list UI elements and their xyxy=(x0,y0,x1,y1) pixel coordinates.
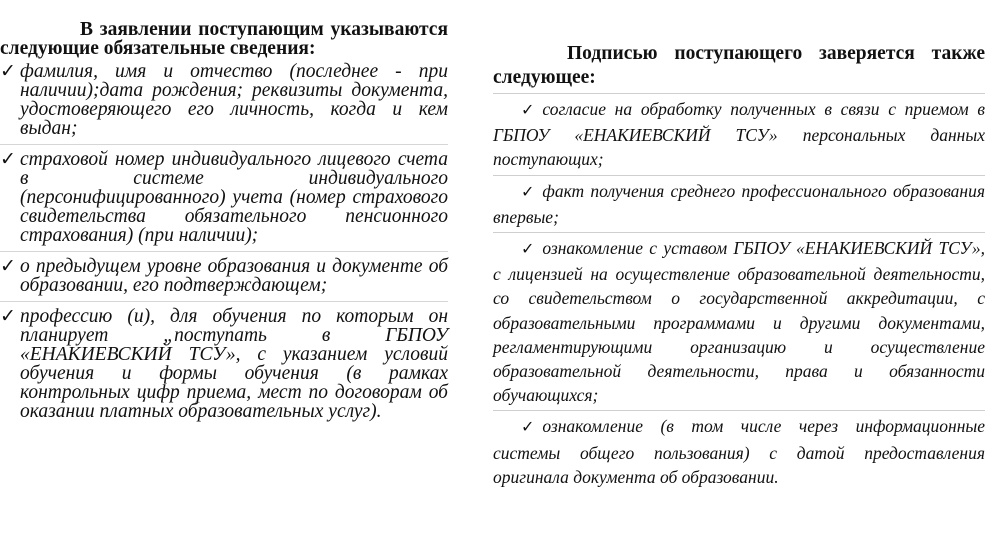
divider xyxy=(0,251,448,252)
divider xyxy=(0,301,448,302)
left-list-item-1 xyxy=(0,62,448,138)
check-icon: ✓ xyxy=(521,419,535,437)
right-list-item-1 xyxy=(493,97,985,172)
left-item-4-text: профессию (и), для обучения по которым он планирует „поступать в ГБПОУ «ЕНАКИЕВСКИЙ ТСУ», с указанием условий обучения и формы обучения (в рамках контрольных цифр приема, мест по договорам об оказании платных образовательных услуг). xyxy=(20,306,448,422)
right-heading: Подписью поступающего заверяется также следующее: xyxy=(493,43,985,88)
divider xyxy=(493,175,985,176)
left-column xyxy=(0,20,448,427)
right-list-item-2 xyxy=(493,179,985,229)
right-item-1-text: согласие на обработку полученных в связи с приемом в ГБПОУ «ЕНАКИЕВСКИЙ ТСУ» персональных данных поступающих; xyxy=(493,99,985,170)
divider xyxy=(493,232,985,233)
right-list-item-3 xyxy=(493,236,985,407)
divider xyxy=(493,93,985,94)
check-icon: ✓ xyxy=(0,61,16,82)
left-list-item-4 xyxy=(0,307,448,421)
left-heading: В заявлении поступающим указываются следующие обязательные сведения: xyxy=(0,19,448,59)
check-icon: ✓ xyxy=(0,306,16,327)
left-item-3-text: о предыдущем уровне образования и документе об образовании, его подтверждающем; xyxy=(20,256,448,296)
right-column xyxy=(493,42,985,491)
left-list-item-3 xyxy=(0,257,448,295)
right-item-3-text: ознакомление с уставом ГБПОУ «ЕНАКИЕВСКИЙ ТСУ», с лицензией на осуществление образовательной деятельности, со свидетельством о государственной аккредитации, с образовательными программами и другими документами, регламентирующими организацию и осуществление образовательной деятельности, права и обязанности обучающихся; xyxy=(493,238,985,406)
check-icon: ✓ xyxy=(521,183,535,201)
right-list-item-4 xyxy=(493,414,985,489)
check-icon: ✓ xyxy=(521,241,535,259)
left-item-1-text: фамилия, имя и отчество (последнее - при наличии);дата рождения; реквизиты документа, удостоверяющего его личность, когда и кем выдан; xyxy=(20,61,448,139)
divider xyxy=(0,144,448,145)
divider xyxy=(493,410,985,411)
left-item-2-text: страховой номер индивидуального лицевого счета в системе индивидуального (персонифицированного) учета (номер страхового свидетельства обязательного пенсионного страхования) (при наличии); xyxy=(20,149,448,246)
right-item-4-text: ознакомление (в том числе через информационные системы общего пользования) с датой предоставления оригинала документа об образовании. xyxy=(493,416,985,487)
check-icon: ✓ xyxy=(0,149,16,170)
check-icon: ✓ xyxy=(0,256,16,277)
check-icon: ✓ xyxy=(521,102,535,119)
right-item-2-text: факт получения среднего профессионального образования впервые; xyxy=(493,180,985,227)
left-list-item-2 xyxy=(0,150,448,245)
